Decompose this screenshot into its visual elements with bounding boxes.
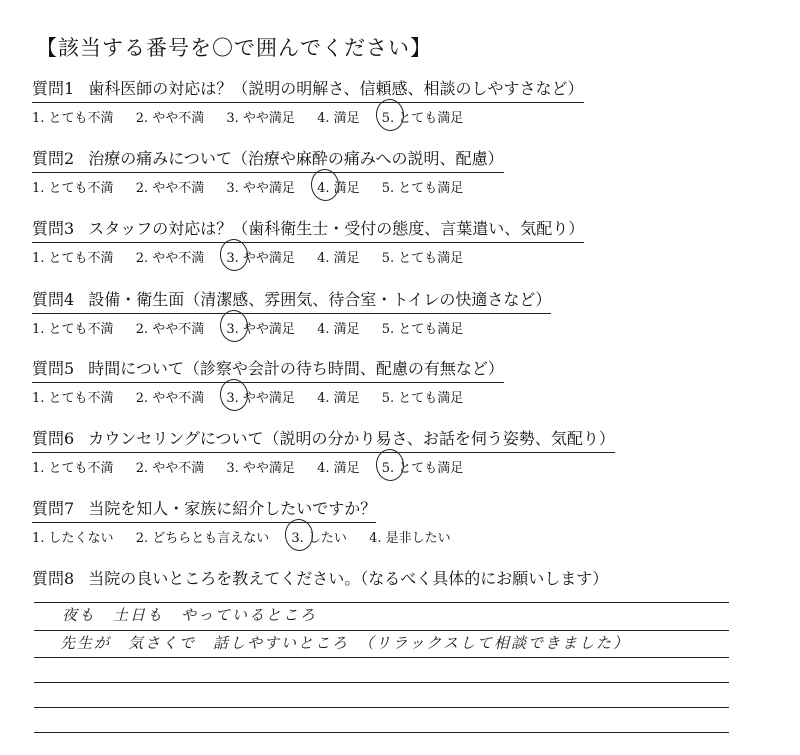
option-5[interactable]: 5. とても満足 [382, 107, 464, 126]
question-4-prompt [32, 289, 551, 314]
option-5[interactable]: 5. とても満足 [381, 251, 464, 266]
question-1 [32, 78, 584, 126]
question-6-prompt [32, 428, 615, 453]
question-3 [32, 218, 584, 266]
question-3-prompt [32, 218, 584, 243]
option-2[interactable]: 2. やや不満 [135, 181, 205, 196]
question-1-prompt [32, 78, 584, 103]
question-6 [32, 428, 615, 476]
option-3[interactable]: 3. やや満足 [226, 461, 295, 476]
question-4 [32, 289, 551, 337]
question-text: スタッフの対応は？（歯科衛生士・受付の態度、言葉遣い、気配り） [88, 219, 585, 238]
question-1-options [32, 107, 584, 126]
option-4[interactable]: 4. 満足 [317, 177, 360, 196]
option-4[interactable]: 4. 満足 [317, 391, 360, 406]
question-text: 当院の良いところを教えてください。（なるべく具体的にお願いします） [88, 569, 609, 588]
option-1[interactable]: 1. とても不満 [32, 461, 114, 476]
question-label: 質問6 [32, 429, 75, 448]
question-5-prompt [32, 358, 504, 383]
answer-line [34, 732, 729, 733]
question-text: 設備・衛生面（清潔感、雰囲気、待合室・トイレの快適さなど） [88, 290, 552, 309]
option-1[interactable]: 1. したくない [32, 531, 114, 546]
option-4[interactable]: 4. 是非したい [369, 531, 451, 546]
option-2[interactable]: 2. やや不満 [135, 322, 205, 337]
question-label: 質問4 [32, 290, 75, 309]
answer-line [34, 682, 729, 683]
question-3-options [32, 247, 584, 266]
option-4[interactable]: 4. 満足 [317, 322, 360, 337]
question-4-options [32, 318, 551, 337]
option-4[interactable]: 4. 満足 [317, 461, 360, 476]
answer-line [34, 602, 729, 603]
question-text: 当院を知人・家族に紹介したいですか？ [88, 499, 377, 518]
answer-line [34, 630, 729, 631]
option-3[interactable]: 3. やや満足 [226, 111, 295, 126]
option-1[interactable]: 1. とても不満 [32, 111, 114, 126]
question-label: 質問5 [32, 359, 75, 378]
question-text: 歯科医師の対応は？（説明の明解さ、信頼感、相談のしやすさなど） [88, 79, 584, 98]
question-label: 質問3 [32, 219, 75, 238]
question-text: 時間について（診察や会計の待ち時間、配慮の有無など） [88, 359, 504, 378]
option-2[interactable]: 2. やや不満 [135, 111, 205, 126]
option-3[interactable]: 3. やや満足 [226, 387, 295, 406]
option-5[interactable]: 5. とても満足 [381, 181, 464, 196]
option-5[interactable]: 5. とても満足 [382, 457, 464, 476]
handwritten-answer-1[interactable]: 夜も 土日も やっているところ [62, 606, 318, 624]
option-1[interactable]: 1. とても不満 [32, 181, 114, 196]
question-2-prompt [32, 148, 504, 173]
option-3[interactable]: 3. やや満足 [226, 247, 295, 266]
question-label: 質問7 [32, 499, 75, 518]
option-2[interactable]: 2. どちらとも言えない [135, 531, 270, 546]
option-3[interactable]: 3. やや満足 [226, 318, 295, 337]
option-2[interactable]: 2. やや不満 [135, 251, 205, 266]
question-2-options [32, 177, 504, 196]
question-2 [32, 148, 504, 196]
question-label: 質問2 [32, 149, 75, 168]
question-text: 治療の痛みについて（治療や麻酔の痛みへの説明、配慮） [88, 149, 504, 168]
question-7-prompt [32, 498, 376, 523]
question-label: 質問8 [32, 569, 75, 588]
question-8 [32, 568, 608, 590]
option-5[interactable]: 5. とても満足 [381, 322, 464, 337]
question-label: 質問1 [32, 79, 75, 98]
question-7-options [32, 527, 469, 546]
answer-line [34, 707, 729, 708]
option-4[interactable]: 4. 満足 [317, 111, 360, 126]
question-7 [32, 498, 469, 546]
question-8-prompt [32, 568, 608, 590]
question-text: カウンセリングについて（説明の分かり易さ、お話を伺う姿勢、気配り） [88, 429, 615, 448]
option-1[interactable]: 1. とても不満 [32, 251, 114, 266]
answer-line [34, 657, 729, 658]
option-1[interactable]: 1. とても不満 [32, 391, 114, 406]
option-3[interactable]: 3. やや満足 [226, 181, 295, 196]
option-2[interactable]: 2. やや不満 [135, 461, 205, 476]
handwritten-answer-2[interactable]: 先生が 気さくで 話しやすいところ （リラックスして相談できました） [60, 634, 631, 652]
question-5-options [32, 387, 504, 406]
option-3[interactable]: 3. したい [291, 527, 347, 546]
option-2[interactable]: 2. やや不満 [135, 391, 205, 406]
option-4[interactable]: 4. 満足 [317, 251, 360, 266]
question-5 [32, 358, 504, 406]
option-5[interactable]: 5. とても満足 [381, 391, 464, 406]
option-1[interactable]: 1. とても不満 [32, 322, 114, 337]
form-title: 【該当する番号を〇で囲んでください】 [36, 36, 432, 60]
question-6-options [32, 457, 615, 476]
